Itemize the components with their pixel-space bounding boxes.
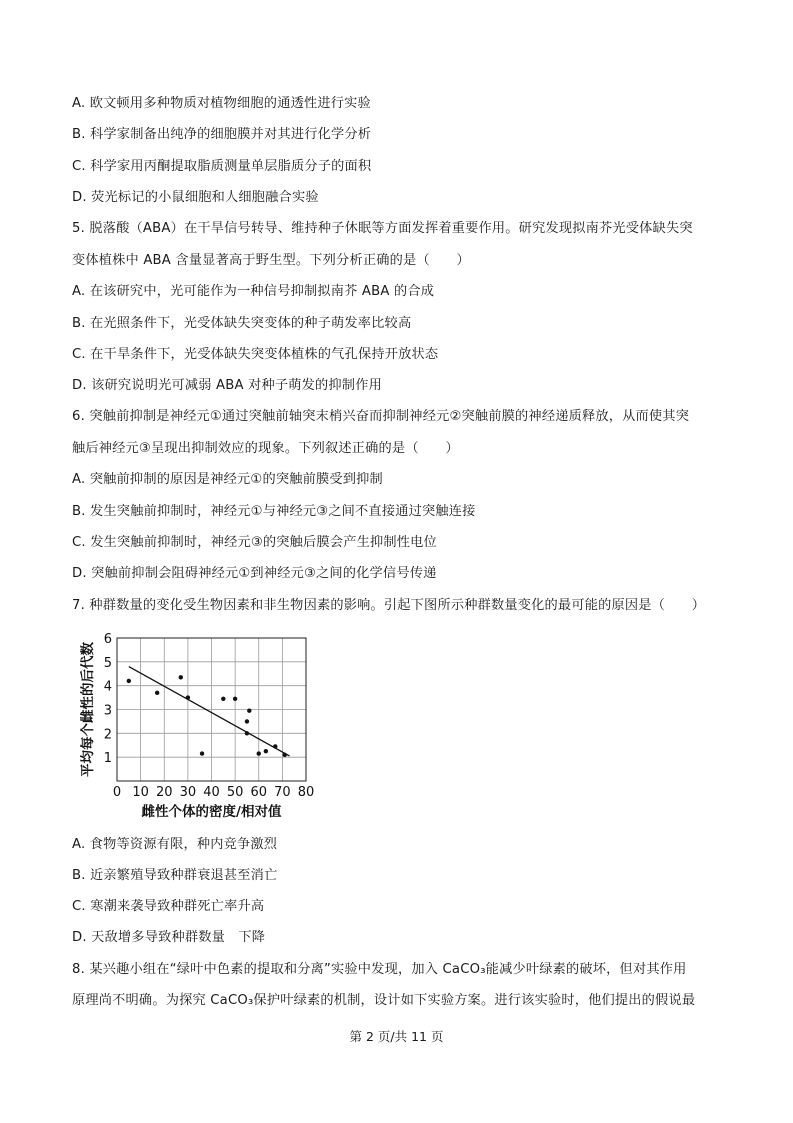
x-tick-label: 10 bbox=[132, 785, 149, 800]
q8-stem-line-2: 原理尚不明确。为探究 CaCO₃保护叶绿素的机制，设计如下实验方案。进行该实验时，他们提出的假说最 bbox=[72, 993, 696, 1008]
data-point bbox=[200, 751, 204, 755]
data-point bbox=[233, 697, 237, 701]
q5-option-a: A. 在该研究中，光可能作为一种信号抑制拟南芥 ABA 的合成 bbox=[72, 284, 435, 299]
x-tick-label: 50 bbox=[226, 785, 244, 800]
q7-option-c: C. 寒潮来袭导致种群死亡率升高 bbox=[72, 899, 265, 914]
q4-option-a: A. 欧文顿用多种物质对植物细胞的通透性进行实验 bbox=[72, 96, 371, 111]
y-tick-label: 3 bbox=[103, 703, 112, 719]
q6-stem-line-2: 触后神经元③呈现出抑制效应的现象。下列叙述正确的是（ ） bbox=[72, 441, 459, 456]
q6-option-d: D. 突触前抑制会阻碍神经元①到神经元③之间的化学信号传递 bbox=[72, 566, 437, 581]
x-axis-label: 雌性个体的密度/相对值 bbox=[141, 804, 282, 820]
x-tick-label: 30 bbox=[179, 785, 197, 800]
q8-stem-line-1: 8. 某兴趣小组在“绿叶中色素的提取和分离”实验中发现，加入 CaCO₃能减少叶绿素的破坏，但对其作用 bbox=[72, 962, 687, 977]
data-point bbox=[273, 744, 277, 748]
q5-option-d: D. 该研究说明光可减弱 ABA 对种子萌发的抑制作用 bbox=[72, 378, 382, 393]
q7-option-a: A. 食物等资源有限，种内竞争激烈 bbox=[72, 837, 278, 852]
data-point bbox=[283, 753, 287, 757]
q4-option-d: D. 荧光标记的小鼠细胞和人细胞融合实验 bbox=[72, 190, 319, 205]
q5-stem-line-2: 变体植株中 ABA 含量显著高于野生型。下列分析正确的是（ ） bbox=[72, 253, 470, 268]
y-tick-label: 5 bbox=[103, 655, 112, 671]
x-tick-label: 40 bbox=[203, 785, 220, 800]
q5-stem-line-1: 5. 脱落酸（ABA）在干旱信号转导、维持种子休眠等方面发挥着重要作用。研究发现拟南芥光受体缺失突 bbox=[72, 221, 693, 236]
q5-option-c: C. 在干旱条件下，光受体缺失突变体植株的气孔保持开放状态 bbox=[72, 347, 439, 362]
page-footer: 第 2 页/共 11 页 bbox=[349, 1029, 444, 1044]
q7-stem-line-1: 7. 种群数量的变化受生物因素和非生物因素的影响。引起下图所示种群数量变化的最可能的原因是（ ） bbox=[72, 598, 706, 613]
q6-option-b: B. 发生突触前抑制时，神经元①与神经元③之间不直接通过突触连接 bbox=[72, 504, 476, 519]
density-offspring-scatter-chart bbox=[72, 630, 332, 822]
q6-option-a: A. 突触前抑制的原因是神经元①的突触前膜受到抑制 bbox=[72, 472, 383, 487]
data-point bbox=[264, 749, 268, 753]
x-tick-label: 70 bbox=[274, 785, 291, 800]
q6-option-c: C. 发生突触前抑制时，神经元③的突触后膜会产生抑制性电位 bbox=[72, 535, 437, 550]
y-tick-label: 6 bbox=[103, 632, 112, 647]
x-tick-label: 60 bbox=[250, 785, 268, 800]
y-tick-label: 4 bbox=[103, 679, 112, 695]
data-point bbox=[245, 719, 249, 723]
y-axis-label: 平均每个雌性的后代数 bbox=[80, 642, 96, 777]
q4-option-c: C. 科学家用丙酮提取脂质测量单层脂质分子的面积 bbox=[72, 159, 372, 174]
q7-option-d: D. 天敌增多导致种群数量 下降 bbox=[72, 930, 266, 945]
data-point bbox=[221, 697, 225, 701]
data-point bbox=[245, 731, 249, 735]
data-point bbox=[186, 695, 190, 699]
trend-line bbox=[129, 667, 290, 756]
q4-option-b: B. 科学家制备出纯净的细胞膜并对其进行化学分析 bbox=[72, 127, 372, 142]
x-tick-label: 0 bbox=[112, 785, 122, 800]
data-point bbox=[257, 751, 261, 755]
q6-stem-line-1: 6. 突触前抑制是神经元①通过突触前轴突末梢兴奋而抑制神经元②突触前膜的神经递质释放，从而使其突 bbox=[72, 409, 690, 424]
q7-option-b: B. 近亲繁殖导致种群衰退甚至消亡 bbox=[72, 868, 278, 883]
data-point bbox=[247, 708, 251, 712]
data-point bbox=[155, 691, 159, 695]
data-point bbox=[179, 675, 183, 679]
x-tick-label: 80 bbox=[297, 785, 315, 800]
data-point bbox=[127, 679, 131, 683]
y-tick-label: 1 bbox=[103, 751, 112, 767]
q5-option-b: B. 在光照条件下，光受体缺失突变体的种子萌发率比较高 bbox=[72, 316, 412, 331]
x-tick-label: 20 bbox=[155, 785, 173, 800]
y-tick-label: 2 bbox=[103, 727, 112, 743]
